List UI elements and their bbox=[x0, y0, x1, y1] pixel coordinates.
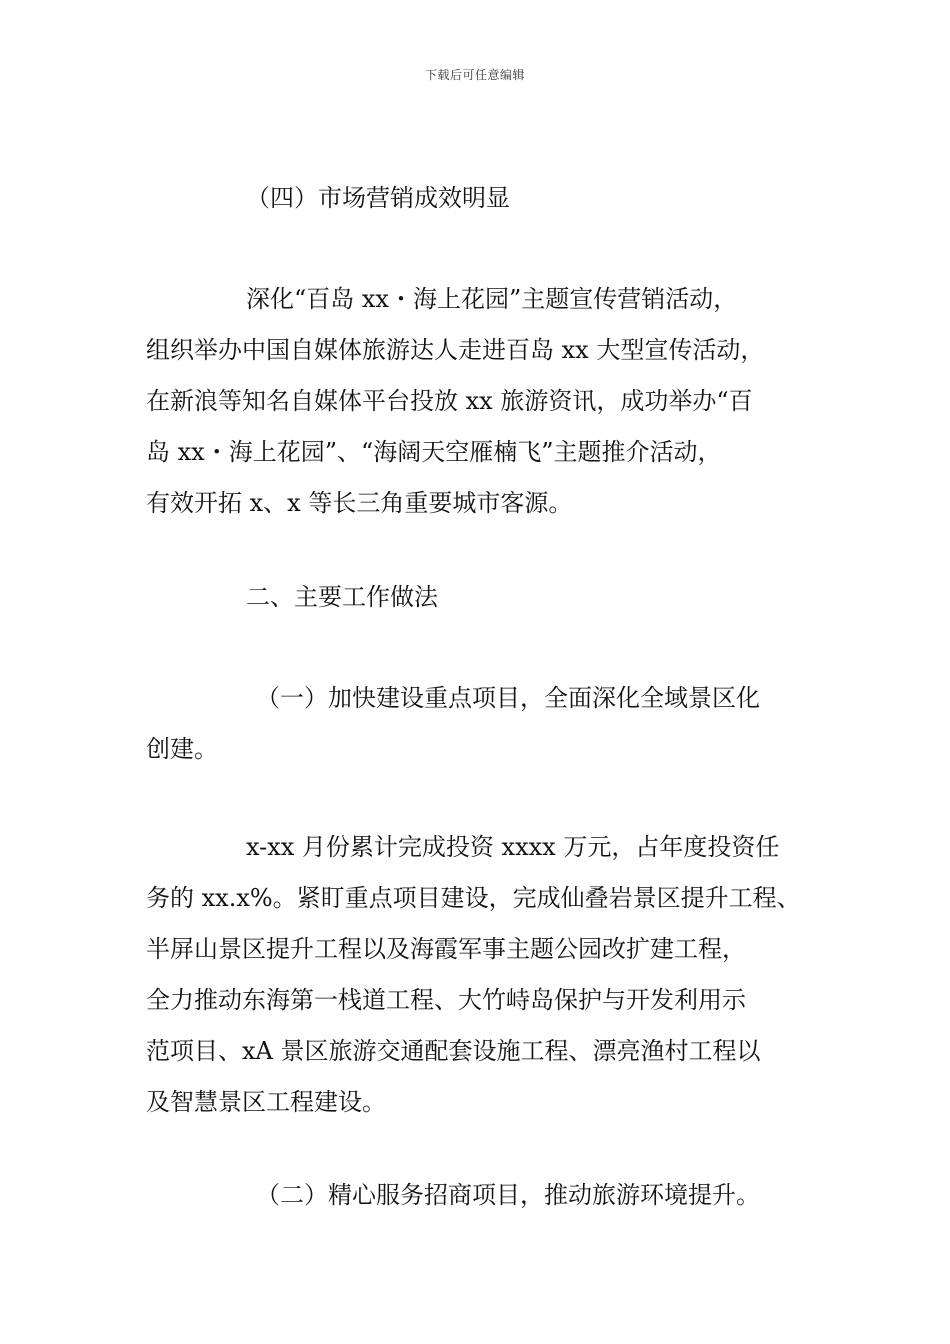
section-heading-4 bbox=[146, 173, 826, 224]
heading-line: （一）加快建设重点项目，全面深化全域景区化 bbox=[256, 684, 760, 712]
heading-line: 创建。 bbox=[146, 735, 218, 763]
paragraph-line: 范项目、xA 景区旅游交通配套设施工程、漂亮渔村工程以 bbox=[146, 1037, 761, 1065]
heading-line: （二）精心服务招商项目，推动旅游环境提升。 bbox=[256, 1181, 760, 1209]
paragraph-line: 在新浪等知名自媒体平台投放 xx 旅游资讯，成功举办“百 bbox=[146, 387, 753, 415]
paragraph-line: x-xx 月份累计完成投资 xxxx 万元，占年度投资任 bbox=[246, 833, 780, 861]
paragraph-line: 组织举办中国自媒体旅游达人走进百岛 xx 大型宣传活动， bbox=[146, 336, 765, 364]
page-header: 下载后可任意编辑 bbox=[424, 68, 525, 82]
paragraph-marketing bbox=[146, 274, 826, 529]
heading-line: （四）市场营销成效明显 bbox=[246, 184, 510, 212]
paragraph-line: 有效开拓 x、x 等长三角重要城市客源。 bbox=[146, 489, 573, 517]
paragraph-line: 岛 xx・海上花园”、“海阔天空雁楠飞”主题推介活动， bbox=[146, 438, 722, 466]
paragraph-investment bbox=[146, 822, 826, 1128]
subsection-heading-1 bbox=[146, 673, 826, 775]
paragraph-line: 全力推动东海第一栈道工程、大竹峙岛保护与开发利用示 bbox=[146, 986, 746, 1014]
heading-line: 二、主要工作做法 bbox=[246, 583, 438, 611]
paragraph-line: 及智慧景区工程建设。 bbox=[146, 1088, 386, 1116]
paragraph-line: 深化“百岛 xx・海上花园”主题宣传营销活动， bbox=[246, 285, 738, 313]
paragraph-line: 半屏山景区提升工程以及海霞军事主题公园改扩建工程， bbox=[146, 935, 746, 963]
section-heading-2 bbox=[146, 572, 826, 623]
subsection-heading-2 bbox=[146, 1170, 826, 1221]
paragraph-line: 务的 xx.x%。紧盯重点项目建设，完成仙叠岩景区提升工程、 bbox=[146, 884, 801, 912]
